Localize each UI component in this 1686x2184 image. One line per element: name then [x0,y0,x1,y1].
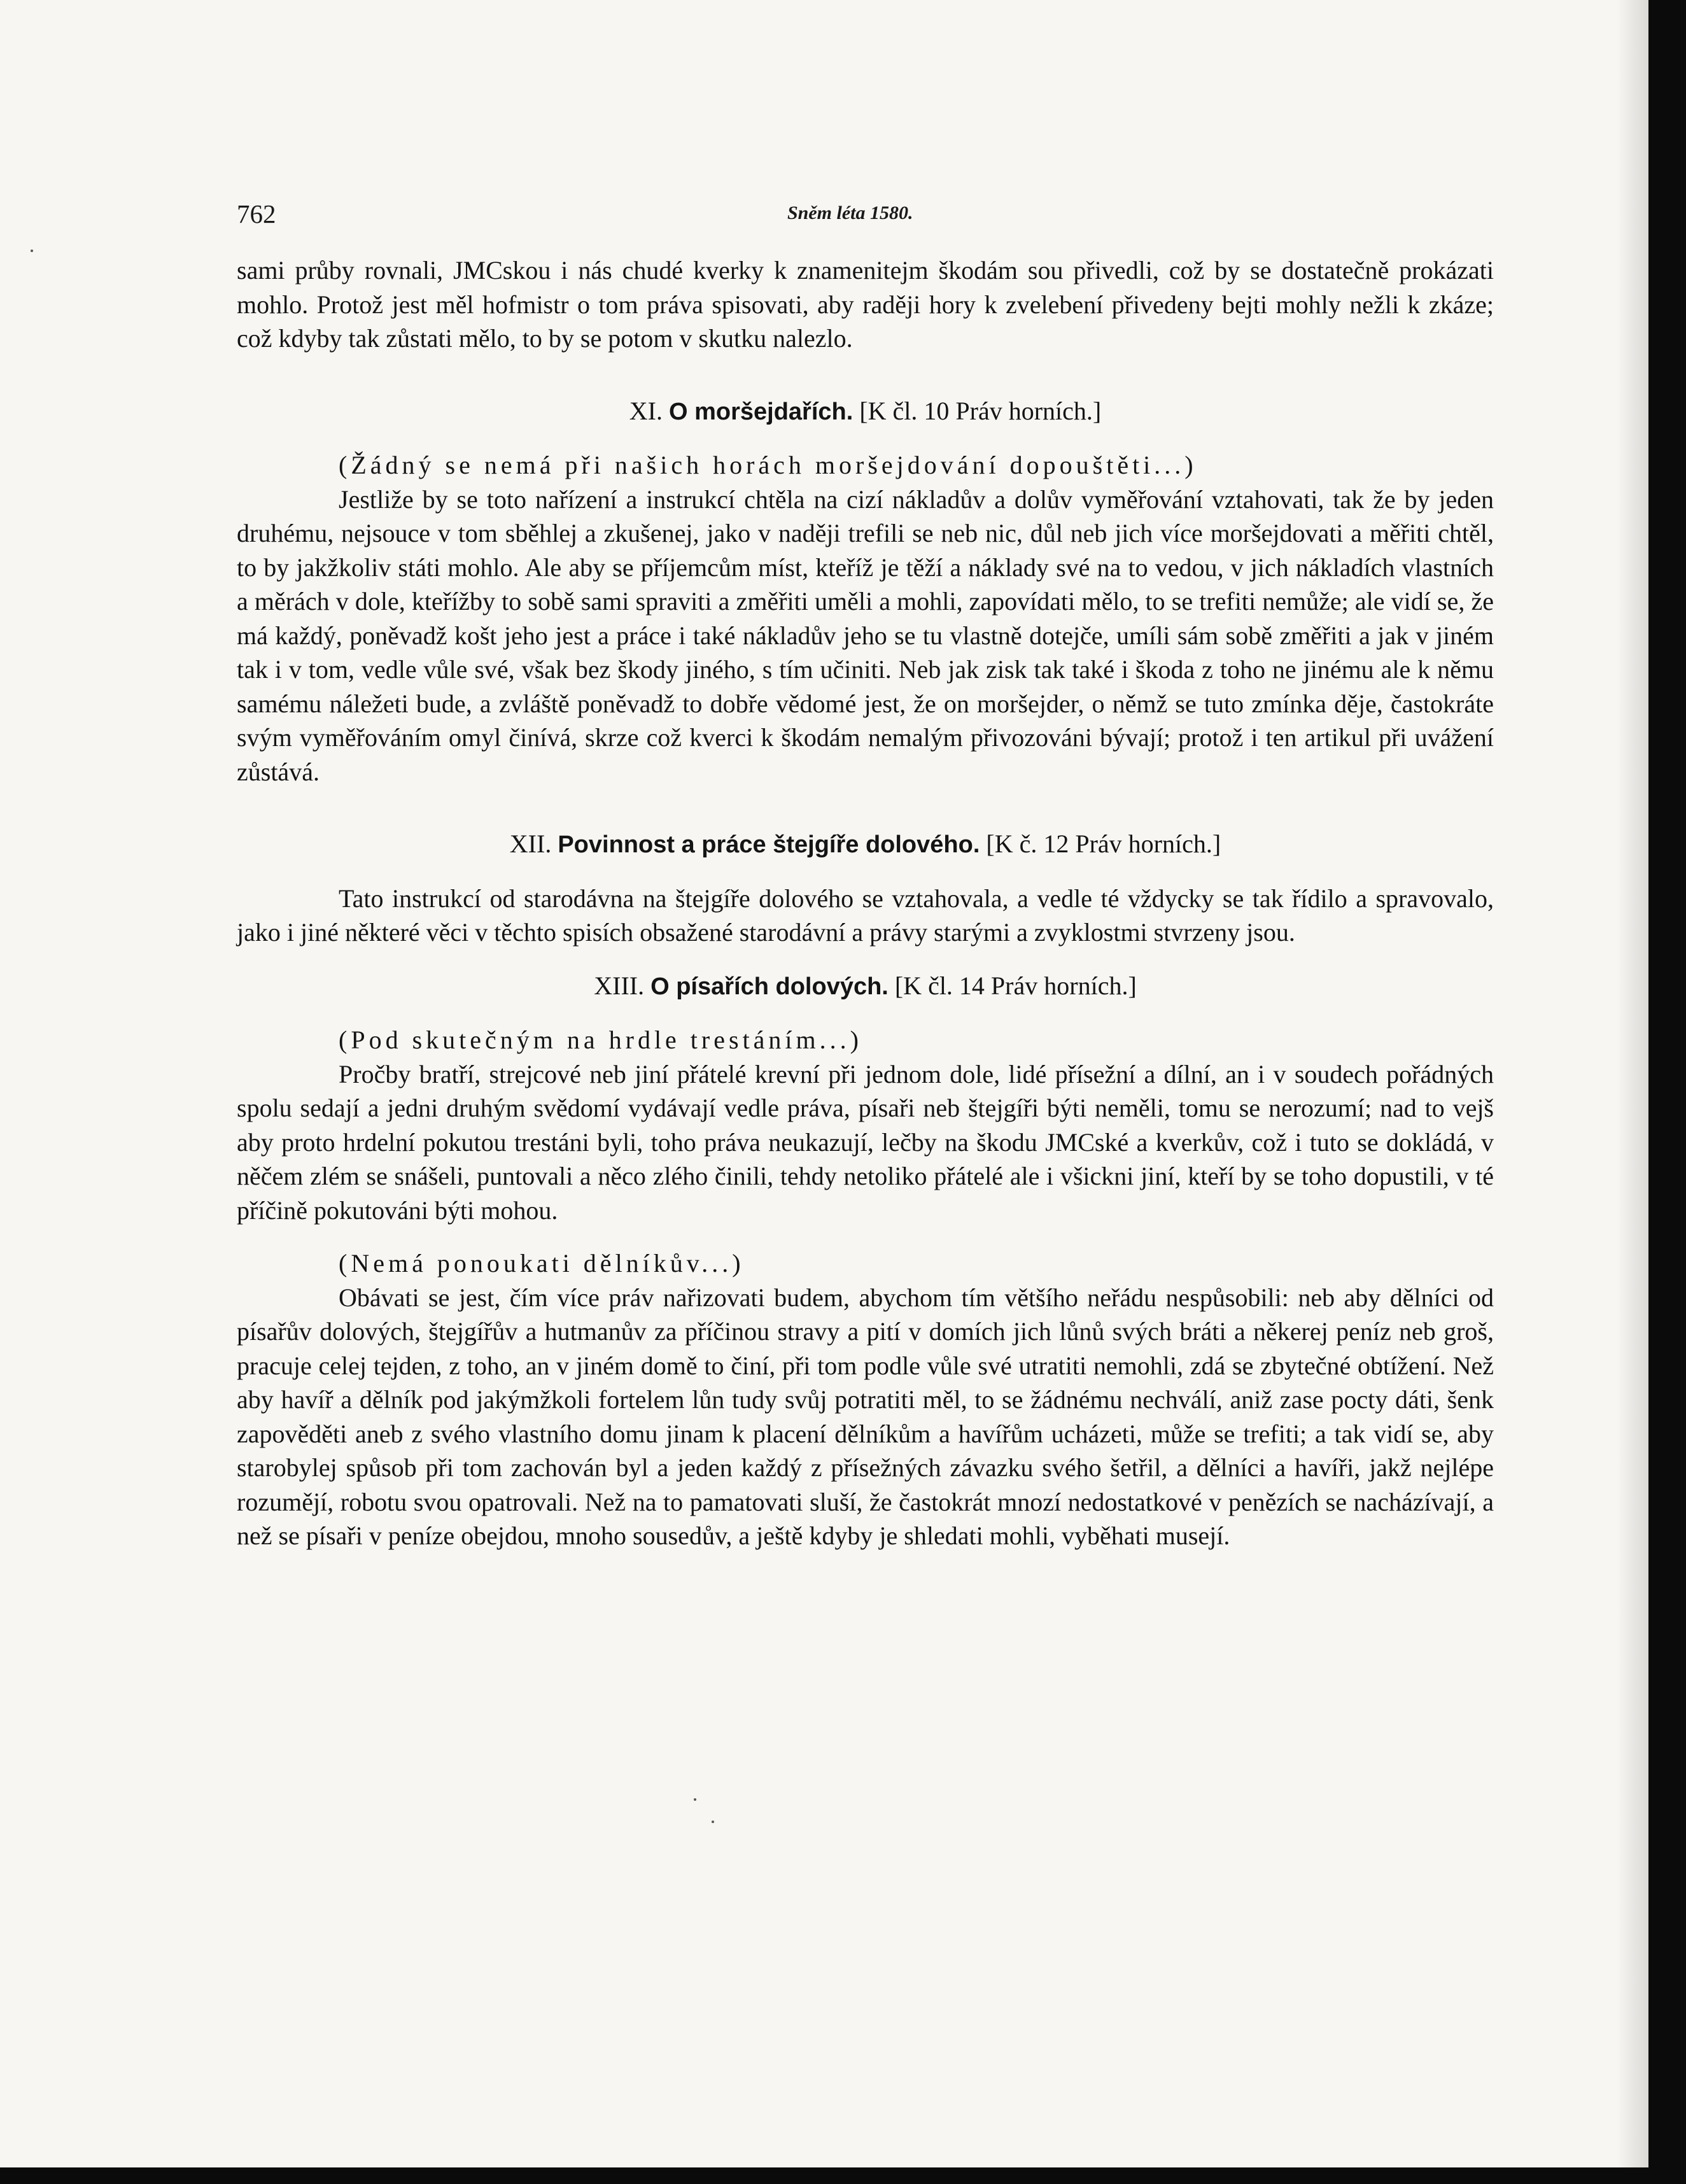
spacer [237,429,1494,448]
section-title: O písařích dolových. [650,973,889,1000]
section-xiii-incipit-2: (Nemá ponoukati dělníkův...) [339,1249,745,1278]
intro-paragraph: sami průby rovnali, JMCskou i nás chudé kverky k znamenitejm škodám sou přivedli, což by se dostatečně prokázati mohlo. Protož jest měl hofmistr o tom práva spisovati, aby raději hory k zvelebení přivedeny bejti mohly nežli k zkáze; což kdyby tak zůstati mělo, to by se potom v skutku nalezlo. [237,256,1494,353]
section-xiii-heading [237,969,1494,1004]
page-edge-shadow [1617,0,1648,2167]
section-reference: [K čl. 14 Práv horních.] [894,971,1137,1000]
section-number: XIII. [594,971,645,1000]
section-title: Povinnost a práce štejgíře dolového. [558,831,980,858]
section-xii-body: Tato instrukcí od starodávna na štejgíře dolového se vztahovala, a vedle té vždycky se tak řídilo a spravovalo, jako i jiné některé věci v těchto spisích obsažené starodávní a právy starými a zvyklostmi stvrzeny jsou. [237,884,1494,947]
section-number: XII. [509,829,552,858]
section-xii-heading [237,827,1494,863]
section-xi-heading [237,394,1494,430]
spacer [237,1227,1494,1246]
section-title: O moršejdařích. [668,398,854,425]
page-number: 762 [237,199,276,229]
text-block [237,253,1494,1553]
running-title: Sněm léta 1580. [787,202,913,223]
spacer [237,950,1494,969]
section-xi-incipit: (Žádný se nemá při našich horách moršejdování dopouštěti...) [339,451,1197,479]
running-head [237,199,1503,230]
section-xiii-body-1: Pročby bratří, strejcové neb jiní přátelé krevní při jednom dole, lidé přísežní a dílní, an i v soudech pořádných spolu sedají a jedni druhým svědomí vydávají vedle práva, písaři neb štejgíři býti neměli, tomu se nerozumí; nad to vejš aby proto hrdelní pokutou trestáni byli, toho práva neukazují, lečby na škodu JMCské a kverkův, což i tuto se dokládá, v něčem zlém se snášeli, puntovali a něco zlého činili, tehdy netoliko přátelé ale i všickni jiní, kteří by se toho dopustili, v té příčině pokutováni býti mohou. [237,1059,1494,1225]
spacer [237,1004,1494,1023]
spacer [237,356,1494,394]
scan-speck [712,1821,714,1823]
section-number: XI. [629,396,663,425]
spacer [237,789,1494,827]
section-xiii-body-2: Obávati se jest, čím více práv nařizovati budem, abychom tím většího neřádu nespůsobili: neb aby dělníci od písařův dolových, štejgířův a hutmanův za příčinou stravy a pití v domích jich lůnů svých bráti a někerej peníz neb groš, pracuje celej tejden, z toho, an v jiném domě to činí, při tom podle vůle své utratiti nemohli, zdá se zbytečné obtížení. Než aby havíř a dělník pod jakýmžkoli fortelem lůn tudy svůj potratiti měl, to se žádnému nechválí, aniž zase pocty dáti, šenk zapověděti aneb z svého vlastního domu jinam k placení dělníkům a havířům ucházeti, může se trefiti; a tak vidí se, aby starobylej spůsob při tom zachován byl a jeden každý z přísežných závazku svého šetřil, a dělníci a havíři, jakž nejlépe rozumějí, robotu svou opatrovali. Než na to pamatovati sluší, že častokrát mnozí nedostatkové v penězích se nacházívají, a než se písaři v peníze obejdou, mnoho sousedův, a ještě kdyby je shledati mohli, vyběhati musejí. [237,1283,1494,1550]
section-xi-body: Jestliže by se toto nařízení a instrukcí chtěla na cizí nákladův a dolův vyměřování vztahovati, tak že by jeden druhému, nejsouce v tom sběhlej a zkušenej, jako v naději trefili se neb nic, důl neb jich více moršejdovati a měřiti chtěl, to by jakžkoliv státi mohlo. Ale aby se příjemcům míst, kteříž je těží a náklady své na to vedou, v jich nákladích vlastních a měrách v dole, kteřížby to sobě sami spraviti a změřiti uměli a mohli, zapovídati mělo, to se trefiti nemůže; ale vidí se, že má každý, poněvadž košt jeho jest a práce i také nákladův jeho se tu vlastně dotejče, umíli sám sobě změřiti a jak v jiném tak i v tom, vedle vůle své, však bez škody jiného, s tím učiniti. Neb jak zisk tak také i škoda z toho ne jinému ale k němu samému náležeti bude, a zvláště poněvadž to dobře vědomé jest, že on moršejder, o němž se tuto zmínka děje, častokráte svým vyměřováním omyl činívá, skrze což kverci k škodám nemalým přivozováni bývají; protož i ten artikul při uvážení zůstává. [237,484,1494,786]
section-xiii-incipit-1: (Pod skutečným na hrdle trestáním...) [339,1025,862,1054]
section-reference: [K č. 12 Práv horních.] [986,829,1221,858]
scan-speck [694,1798,696,1801]
scan-speck [31,250,33,252]
section-reference: [K čl. 10 Práv horních.] [859,396,1102,425]
spacer [237,863,1494,882]
